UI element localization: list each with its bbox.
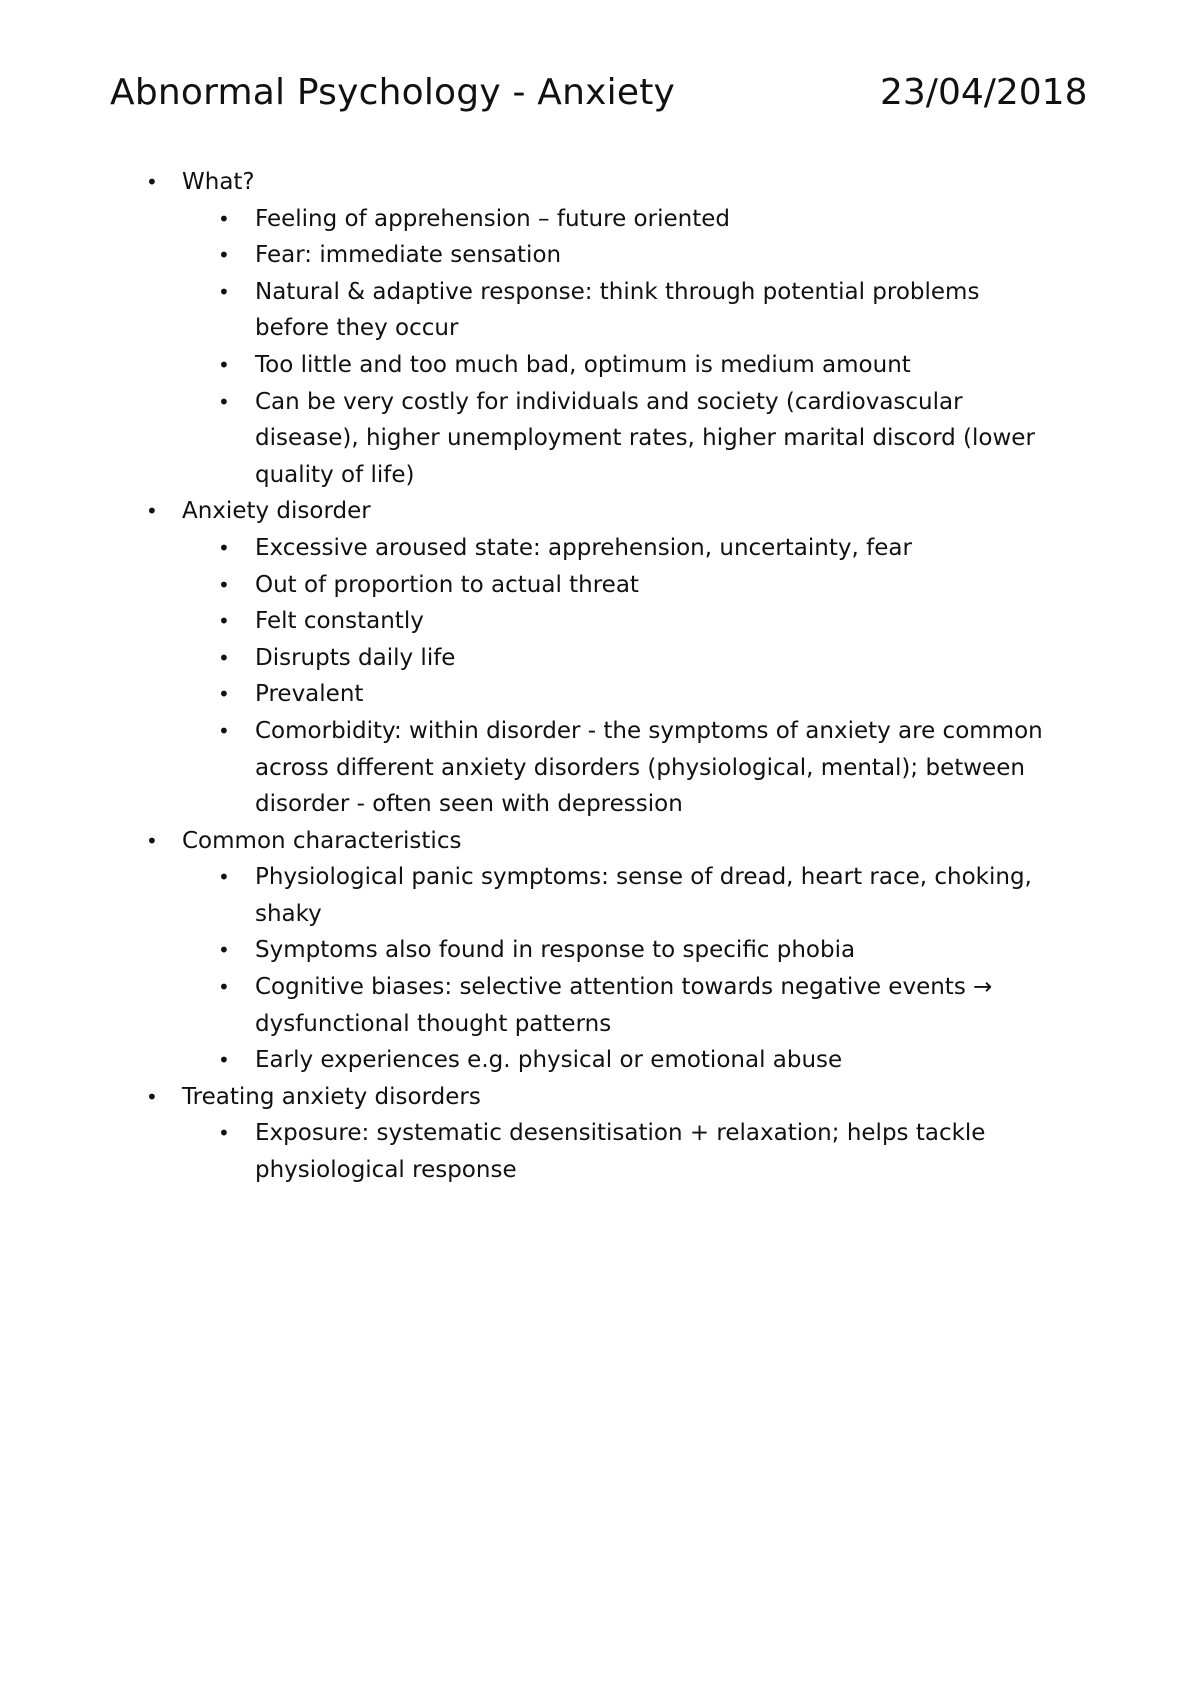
document-title: Abnormal Psychology - Anxiety [110,72,676,113]
list-item: • Natural & adaptive response: think through potential problems before they occur [0,274,1045,347]
bullet-icon: • [218,1048,230,1073]
bullet-icon: • [218,352,230,377]
list-item: • Prevalent [0,676,1045,713]
list-item: • Comorbidity: within disorder - the symptoms of anxiety are common across different anxiety disorders (physiological, mental); between disorder - often seen with depression [0,713,1045,823]
bullet-icon: • [218,535,230,560]
bullet-icon: • [218,1121,230,1146]
bullet-icon: • [218,682,230,707]
bullet-icon: • [146,499,158,524]
list-item: • Exposure: systematic desensitisation + relaxation; helps tackle physiological response [0,1115,1045,1188]
section-heading: • Common characteristics [0,823,1042,860]
notes-list [0,164,1200,1189]
list-item: • Can be very costly for individuals and society (cardiovascular disease), higher unemployment rates, higher marital discord (lower quality of life) [0,384,1045,494]
bullet-icon: • [218,389,230,414]
bullet-icon: • [218,938,230,963]
bullet-icon: • [218,609,230,634]
section-heading: • Anxiety disorder [0,493,1042,530]
bullet-icon: • [218,865,230,890]
bullet-icon: • [218,279,230,304]
document-date: 23/04/2018 [880,72,1088,113]
bullet-icon: • [218,645,230,670]
bullet-icon: • [218,718,230,743]
list-item: • Out of proportion to actual threat [0,567,1045,604]
bullet-icon: • [146,1084,158,1109]
list-item: • Disrupts daily life [0,640,1045,677]
section-heading: • Treating anxiety disorders [0,1079,1042,1116]
bullet-icon: • [218,243,230,268]
bullet-icon: • [218,206,230,231]
list-item: • Symptoms also found in response to specific phobia [0,932,1045,969]
list-item: • Early experiences e.g. physical or emotional abuse [0,1042,1045,1079]
list-item: • Cognitive biases: selective attention towards negative events → dysfunctional thought patterns [0,969,1045,1042]
list-item: • Fear: immediate sensation [0,237,1045,274]
bullet-icon: • [218,572,230,597]
bullet-icon: • [218,975,230,1000]
list-item: • Feeling of apprehension – future oriented [0,201,1045,238]
section-heading: • What? [0,164,1042,201]
bullet-icon: • [146,170,158,194]
list-item: • Too little and too much bad, optimum is medium amount [0,347,1045,384]
bullet-icon: • [146,828,158,853]
list-item: • Excessive aroused state: apprehension, uncertainty, fear [0,530,1045,567]
list-item: • Felt constantly [0,603,1045,640]
list-item: • Physiological panic symptoms: sense of dread, heart race, choking, shaky [0,859,1045,932]
